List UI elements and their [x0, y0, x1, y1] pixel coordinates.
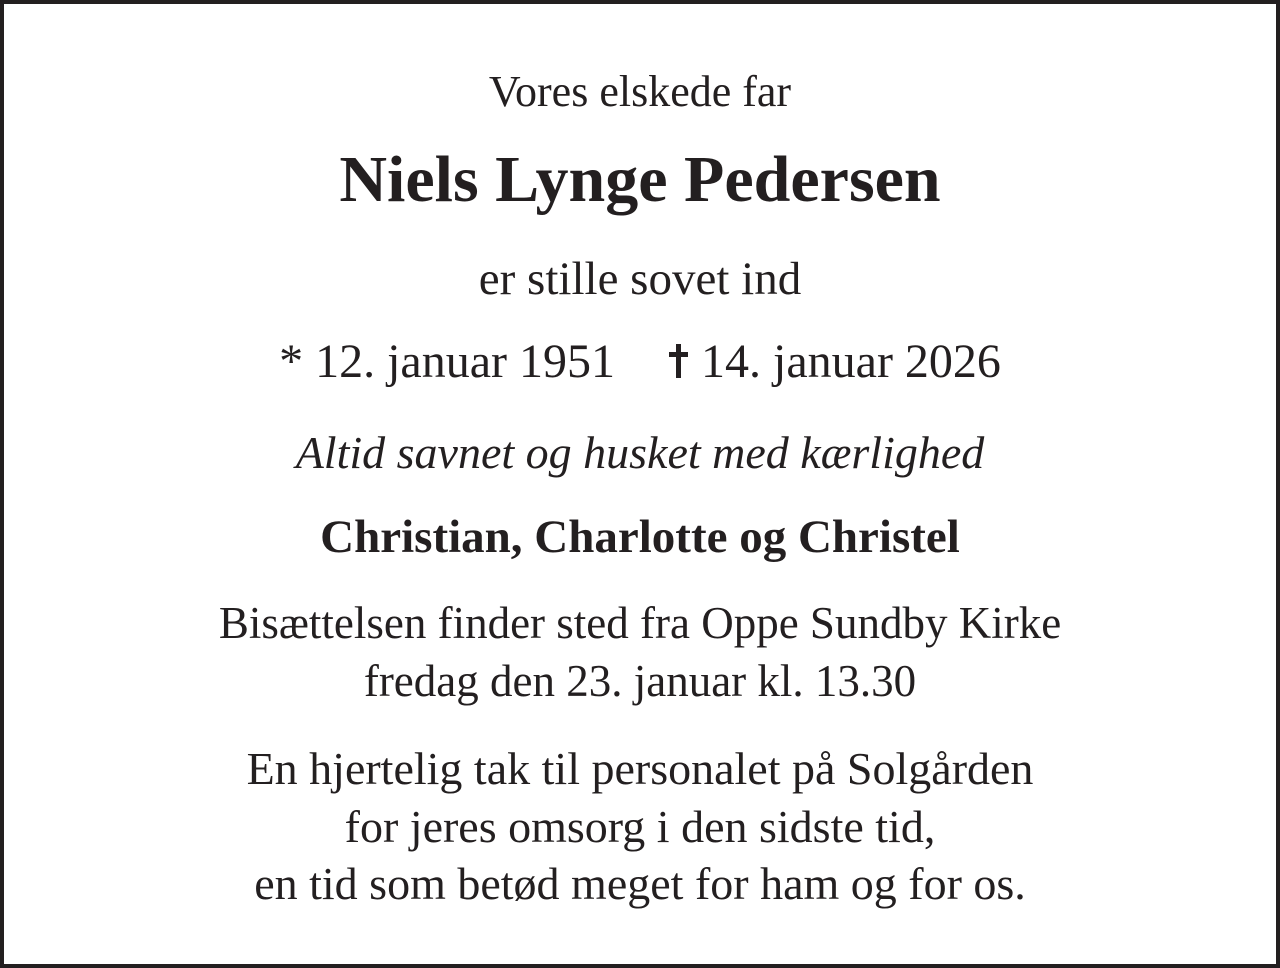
death-date: 14. januar 2026 — [701, 335, 1001, 388]
family-names: Christian, Charlotte og Christel — [320, 511, 960, 563]
cross-icon — [669, 344, 687, 378]
thanks-line-3: en tid som betød meget for ham og for os. — [254, 858, 1026, 909]
funeral-location: Bisættelsen finder sted fra Oppe Sundby Kirke — [218, 598, 1062, 648]
life-dates — [4, 335, 1276, 388]
thanks-line-2: for jeres omsorg i den sidste tid, — [344, 801, 936, 852]
birth-symbol: * — [279, 335, 304, 388]
thanks-line-1: En hjertelig tak til personalet på Solgården — [246, 743, 1034, 794]
birth-date: 12. januar 1951 — [315, 335, 615, 388]
intro-text: Vores elskede far — [488, 67, 792, 116]
funeral-time: fredag den 23. januar kl. 13.30 — [363, 656, 917, 706]
passed-text: er stille sovet ind — [478, 253, 802, 305]
memorial-quote: Altid savnet og husket med kærlighed — [295, 427, 985, 478]
deceased-name: Niels Lynge Pedersen — [339, 143, 941, 216]
